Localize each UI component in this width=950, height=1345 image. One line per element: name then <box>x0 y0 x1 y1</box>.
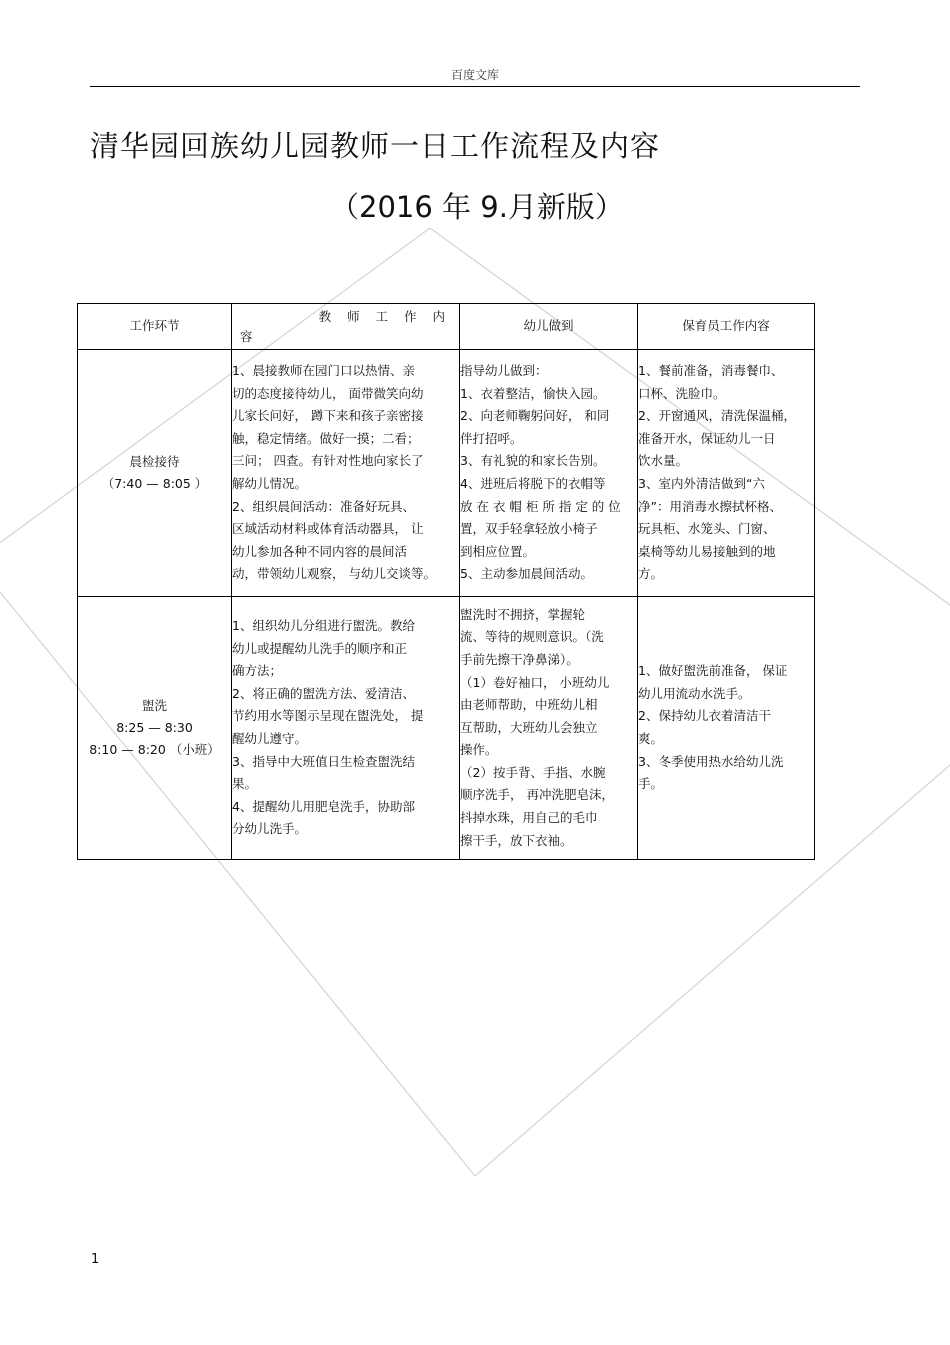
cell-line: 幼儿或提醒幼儿洗手的顺序和正 <box>232 640 408 656</box>
cell-line: 到相应位置。 <box>460 543 536 559</box>
cell-line: 放 在 衣 帽 柜 所 指 定 的 位 <box>460 498 621 514</box>
cell-line: 顺序洗手， 再冲洗肥皂沫， <box>460 787 614 803</box>
stage-cell <box>78 597 232 860</box>
cell-line: 区域活动材料或体育活动器具， 让 <box>232 521 424 537</box>
cell-line: 饮水量。 <box>638 453 689 469</box>
cell-line: 4、进班后将脱下的衣帽等 <box>460 476 606 491</box>
cell-line: 触，稳定情绪。做好一摸；二看； <box>232 430 420 446</box>
stage-time: 8:25 — 8:30 <box>116 720 193 735</box>
teacher-cell <box>232 350 460 597</box>
cell-line: 确方法； <box>232 663 283 679</box>
cell-line: 流、等待的规则意识。（洗 <box>460 629 604 645</box>
cell-line: 方。 <box>638 566 664 582</box>
cell-line: 节约用水等图示呈现在盥洗处， 提 <box>232 708 424 724</box>
page-number: 1 <box>91 1252 100 1267</box>
document-title: 清华园回族幼儿园教师一日工作流程及内容 <box>90 129 661 163</box>
cell-line: 2、组织晨间活动：准备好玩具、 <box>232 498 415 514</box>
cell-line: 擦干手，放下衣袖。 <box>460 832 573 848</box>
cell-line: （2）按手背、手指、水腕 <box>460 764 606 780</box>
cell-line: 准备开水，保证幼儿一日 <box>638 430 776 446</box>
cell-line: 切的态度接待幼儿， 面带微笑向幼 <box>232 385 424 401</box>
workflow-table <box>77 303 815 860</box>
cell-line: 3、有礼貌的和家长告别。 <box>460 453 606 469</box>
child-cell <box>460 597 638 860</box>
table-header-row <box>78 304 815 350</box>
stage-cell <box>78 350 232 597</box>
header-source-label: 百度文库 <box>450 68 499 82</box>
stage-time-small-class: 8:10 — 8:20 （小班） <box>89 742 220 757</box>
header-stage: 工作环节 <box>78 304 232 350</box>
cell-line: 醒幼儿遵守。 <box>232 731 308 746</box>
cell-line: 4、提醒幼儿用肥皂洗手，协助部 <box>232 798 415 814</box>
cell-line: 2、保持幼儿衣着清洁干 <box>638 708 771 724</box>
cell-line: 幼儿参加各种不同内容的晨间活 <box>232 543 408 559</box>
cell-line: 5、主动参加晨间活动。 <box>460 566 593 582</box>
stage-name: 盥洗 <box>141 698 167 713</box>
caregiver-cell <box>638 350 815 597</box>
table-row <box>78 597 815 860</box>
caregiver-cell <box>638 597 815 860</box>
cell-line: 3、冬季使用热水给幼儿洗 <box>638 753 784 769</box>
child-cell <box>460 350 638 597</box>
cell-line: 2、开窗通风，清洗保温桶， <box>638 408 796 424</box>
cell-line: 1、餐前准备，消毒餐巾、 <box>638 363 784 379</box>
stage-name: 晨检接待 <box>129 454 180 469</box>
cell-line: 1、晨接教师在园门口以热情、亲 <box>232 363 415 379</box>
cell-line: 手前先擦干净鼻涕）。 <box>460 651 579 667</box>
table-row <box>78 350 815 597</box>
cell-line: 桌椅等幼儿易接触到的地 <box>638 543 776 559</box>
cell-line: 抖掉水珠，用自己的毛巾 <box>460 810 598 826</box>
header-teacher-line2: 容 <box>240 328 253 344</box>
cell-line: 指导幼儿做到： <box>460 363 548 379</box>
cell-line: 操作。 <box>460 742 498 758</box>
cell-line: 1、组织幼儿分组进行盥洗。教给 <box>232 618 415 634</box>
cell-line: 爽。 <box>638 731 664 746</box>
cell-line: （1）卷好袖口， 小班幼儿 <box>460 674 610 690</box>
cell-line: 动，带领幼儿观察， 与幼儿交谈等。 <box>232 566 436 582</box>
cell-line: 玩具柜、水笼头、门窗、 <box>638 521 776 537</box>
cell-line: 儿家长问好， 蹲下来和孩子亲密接 <box>232 408 424 424</box>
stage-time: （7:40 — 8:05 ） <box>101 476 208 491</box>
cell-line: 盥洗时不拥挤，掌握轮 <box>460 606 586 622</box>
header-teacher-line1: 教 师 工 作 内 <box>318 308 451 324</box>
cell-line: 置，双手轻拿轻放小椅子 <box>460 521 598 537</box>
cell-line: 3、指导中大班值日生检查盥洗结 <box>232 753 415 769</box>
cell-line: 2、将正确的盥洗方法、爱清洁、 <box>232 685 415 701</box>
cell-line: 口杯、洗脸巾。 <box>638 385 726 401</box>
cell-line: 2、向老师鞠躬问好， 和同 <box>460 408 610 424</box>
cell-line: 解幼儿情况。 <box>232 476 308 491</box>
cell-line: 手。 <box>638 776 664 792</box>
cell-line: 果。 <box>232 776 258 792</box>
cell-line: 1、做好盥洗前准备， 保证 <box>638 663 788 679</box>
document-subtitle: （2016 年 9.月新版） <box>330 190 624 224</box>
cell-line: 由老师帮助，中班幼儿相 <box>460 697 598 713</box>
cell-line: 分幼儿洗手。 <box>232 821 308 837</box>
cell-line: 互帮助，大班幼儿会独立 <box>460 719 598 735</box>
cell-line: 三问； 四查。有针对性地向家长了 <box>232 453 424 469</box>
header-divider <box>90 86 860 87</box>
teacher-cell <box>232 597 460 860</box>
cell-line: 净”：用消毒水擦拭杯格、 <box>638 498 782 514</box>
cell-line: 幼儿用流动水洗手。 <box>638 685 751 701</box>
cell-line: 3、室内外清洁做到“六 <box>638 476 765 491</box>
cell-line: 伴打招呼。 <box>460 430 523 446</box>
header-child: 幼儿做到 <box>460 304 638 350</box>
cell-line: 1、衣着整洁，愉快入园。 <box>460 385 606 401</box>
header-teacher-work <box>232 304 460 350</box>
header-caregiver: 保育员工作内容 <box>638 304 815 350</box>
